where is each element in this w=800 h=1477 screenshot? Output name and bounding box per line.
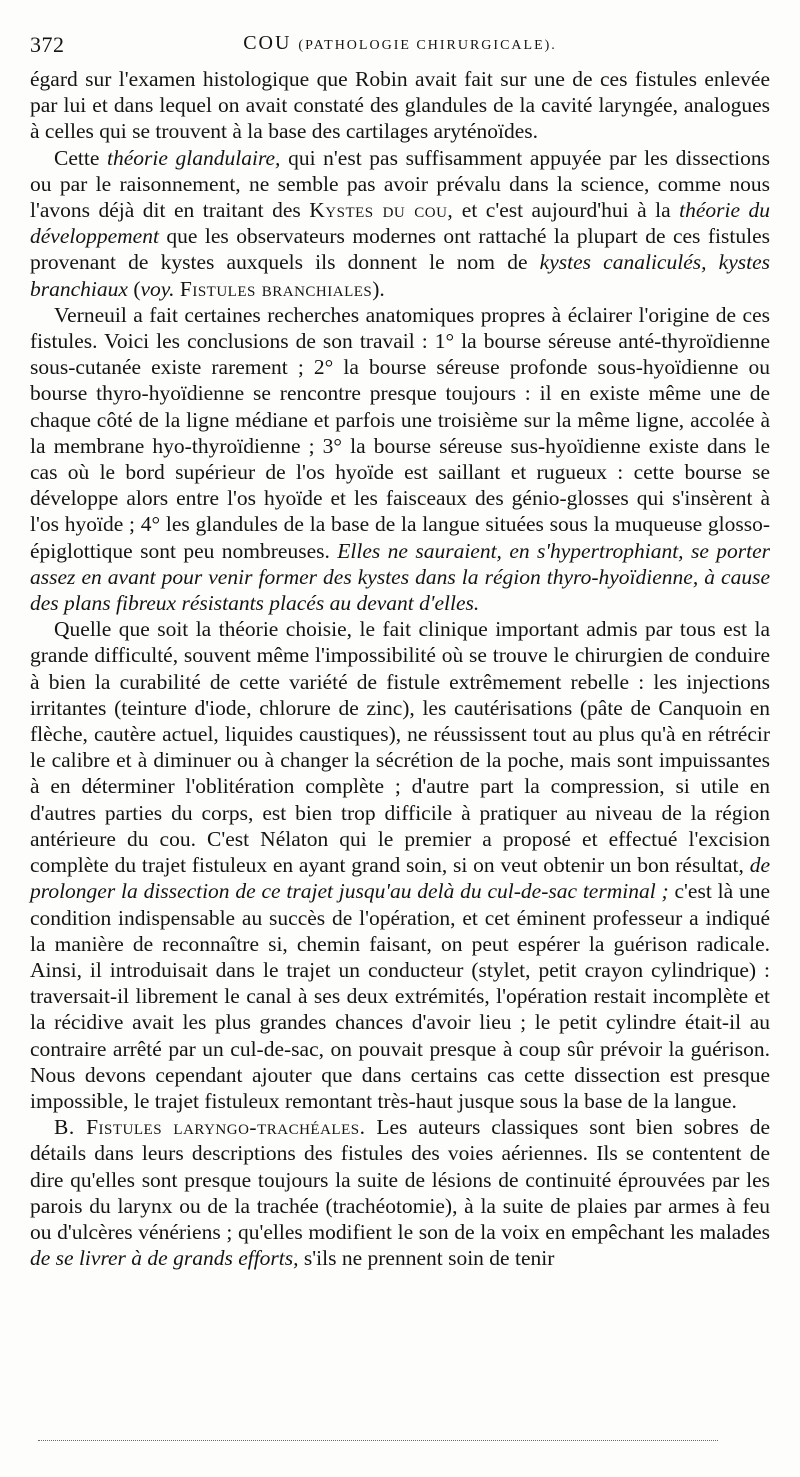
p3-italic-elles: Elles ne sauraient, en s'hypertrophiant, se porter assez en avant pour venir former des kystes dans la région thyro-hyoïdienne, à cause des plans fibreux résistants placés au devant d'elles.: [30, 538, 771, 616]
p5-text-b: Les auteurs classiques sont bien sobres de détails dans leurs descriptions des fistules des voies aériennes. Ils se contentent de dire qu'elles sont presque toujours la suite de lésions de continuité éprouvées par les parois du larynx ou de la trachée (trachéotomie), à la suite de plaies par armes à feu ou d'ulcères vénériens ; qu'elles modifient le son de la voix en empêchant les malades: [30, 1115, 771, 1244]
paragraph-3: [30, 302, 770, 616]
paragraph-4: [30, 616, 770, 1114]
p5-smallcaps-heading: B. Fistules laryngo-trachéales.: [54, 1115, 366, 1140]
running-title-sub: (PATHOLOGIE CHIRURGICALE).: [298, 38, 557, 53]
p2-smallcaps-fistules: Fistules branchiales: [179, 276, 373, 301]
p4-text-c: c'est là une condition indispensable au succès de l'opération, et cet éminent professeur a indiqué la manière de reconnaître si, chemin faisant, on peut espérer la guérison radicale. Ainsi, il introduisait dans le trajet un conducteur (stylet, petit crayon cylindrique) : traversait-il librement le canal à ses deux extrémités, l'opération restait incomplète et la récidive avait les plus grandes chances d'avoir lieu ; le petit cylindre était-il au contraire arrêté par un cul-de-sac, on pouvait presque à coup sûr prévoir la guérison. Nous devons cependant ajouter que dans certains cas cette dissection est presque impossible, le trajet fistuleux remontant très-haut jusque sous la base de la langue.: [30, 879, 771, 1113]
paragraph-1: [30, 66, 770, 145]
p4-italic-dissection: de prolonger la dissection de ce trajet jusqu'au delà du cul-de-sac terminal ;: [30, 853, 771, 904]
p2-italic-developpement: théorie du développement: [30, 198, 770, 249]
p2-text-i: (: [133, 276, 141, 301]
p2-text-a: Cette: [54, 145, 100, 170]
body-text: [30, 66, 770, 1271]
p2-italic-kystes: kystes canaliculés, kystes branchiaux: [30, 250, 770, 301]
p4-text-a: Quelle que soit la théorie choisie, le fait clinique important admis par tous est la grande difficulté, souvent même l'impossibilité où se trouve le chirurgien de conduire à bien la curabilité de cette variété de fistule extrêmement rebelle : les injections irritantes (teinture d'iode, chlorure de zinc), les cautérisations (pâte de Canquoin en flèche, cautère actuel, liquides caustiques), ne réussissent tout au plus qu'à en rétrécir le calibre et à diminuer ou à changer la sécrétion de la poche, mais sont impuissantes à en déterminer l'oblitération complète ; d'autre part la compression, si utile en d'autres parties du corps, est bien trop difficile à pratiquer au niveau de la région antérieure du cou. C'est Nélaton qui le premier a proposé et effectué l'excision complète du trajet fistuleux en ayant grand soin, si on veut obtenir un bon résultat,: [30, 617, 770, 878]
p2-text-l: ).: [372, 276, 385, 301]
p2-text-e: et c'est aujourd'hui à la: [461, 198, 671, 223]
p2-text-g: que les observateurs modernes ont rattaché la plupart de ces fistules provenant de kystes auxquels ils donnent le nom de: [30, 224, 770, 275]
running-header: [30, 28, 770, 58]
paragraph-2: [30, 145, 770, 302]
p2-italic-glandulaire: théorie glandulaire,: [107, 145, 281, 170]
p2-smallcaps-kystes: Kystes du cou,: [309, 198, 454, 223]
paragraph-5: [30, 1114, 770, 1271]
p5-italic-efforts: de se livrer à de grands efforts,: [30, 1246, 299, 1271]
p5-text-d: s'ils ne prennent soin de tenir: [303, 1246, 555, 1271]
footer-bleed-through-line: [38, 1440, 718, 1441]
p3-text-a: Verneuil a fait certaines recherches anatomiques propres à éclairer l'origine de ces fistules. Voici les conclusions de son travail : 1° la bourse séreuse anté-thyroïdienne sous-cutanée existe rarement ; 2° la bourse séreuse profonde sous-hyoïdienne ou bourse thyro-hyoïdienne se rencontre presque toujours : il en existe même une de chaque côté de la ligne médiane et parfois une troisième sur la même ligne, accolée à la membrane hyo-thyroïdienne ; 3° la bourse séreuse sus-hyoïdienne existe dans le cas où le bord supérieur de l'os hyoïde est saillant et rugueux : cette bourse se développe alors entre l'os hyoïde et les faisceaux des génio-glosses qui s'insèrent à l'os hyoïde ; 4° les glandules de la base de la langue situées sous la muqueuse glosso-épiglottique sont peu nombreuses.: [30, 302, 770, 563]
p2-text-c: qui n'est pas suffisamment appuyée par les dissections ou par le raisonnement, ne semble pas avoir prévalu dans la science, comme nous l'avons déjà dit en traitant des: [30, 145, 771, 223]
running-title-main: COU: [243, 32, 292, 54]
running-title: [30, 32, 770, 55]
page-number: 372: [30, 32, 65, 57]
paragraph-1-text: égard sur l'examen histologique que Robin avait fait sur une de ces fistules enlevée par lui et dans lequel on avait constaté des glandules de la cavité laryngée, analogues à celles qui se trouvent à la base des cartilages aryténoïdes.: [30, 67, 770, 144]
p2-italic-voy: voy.: [140, 276, 175, 301]
